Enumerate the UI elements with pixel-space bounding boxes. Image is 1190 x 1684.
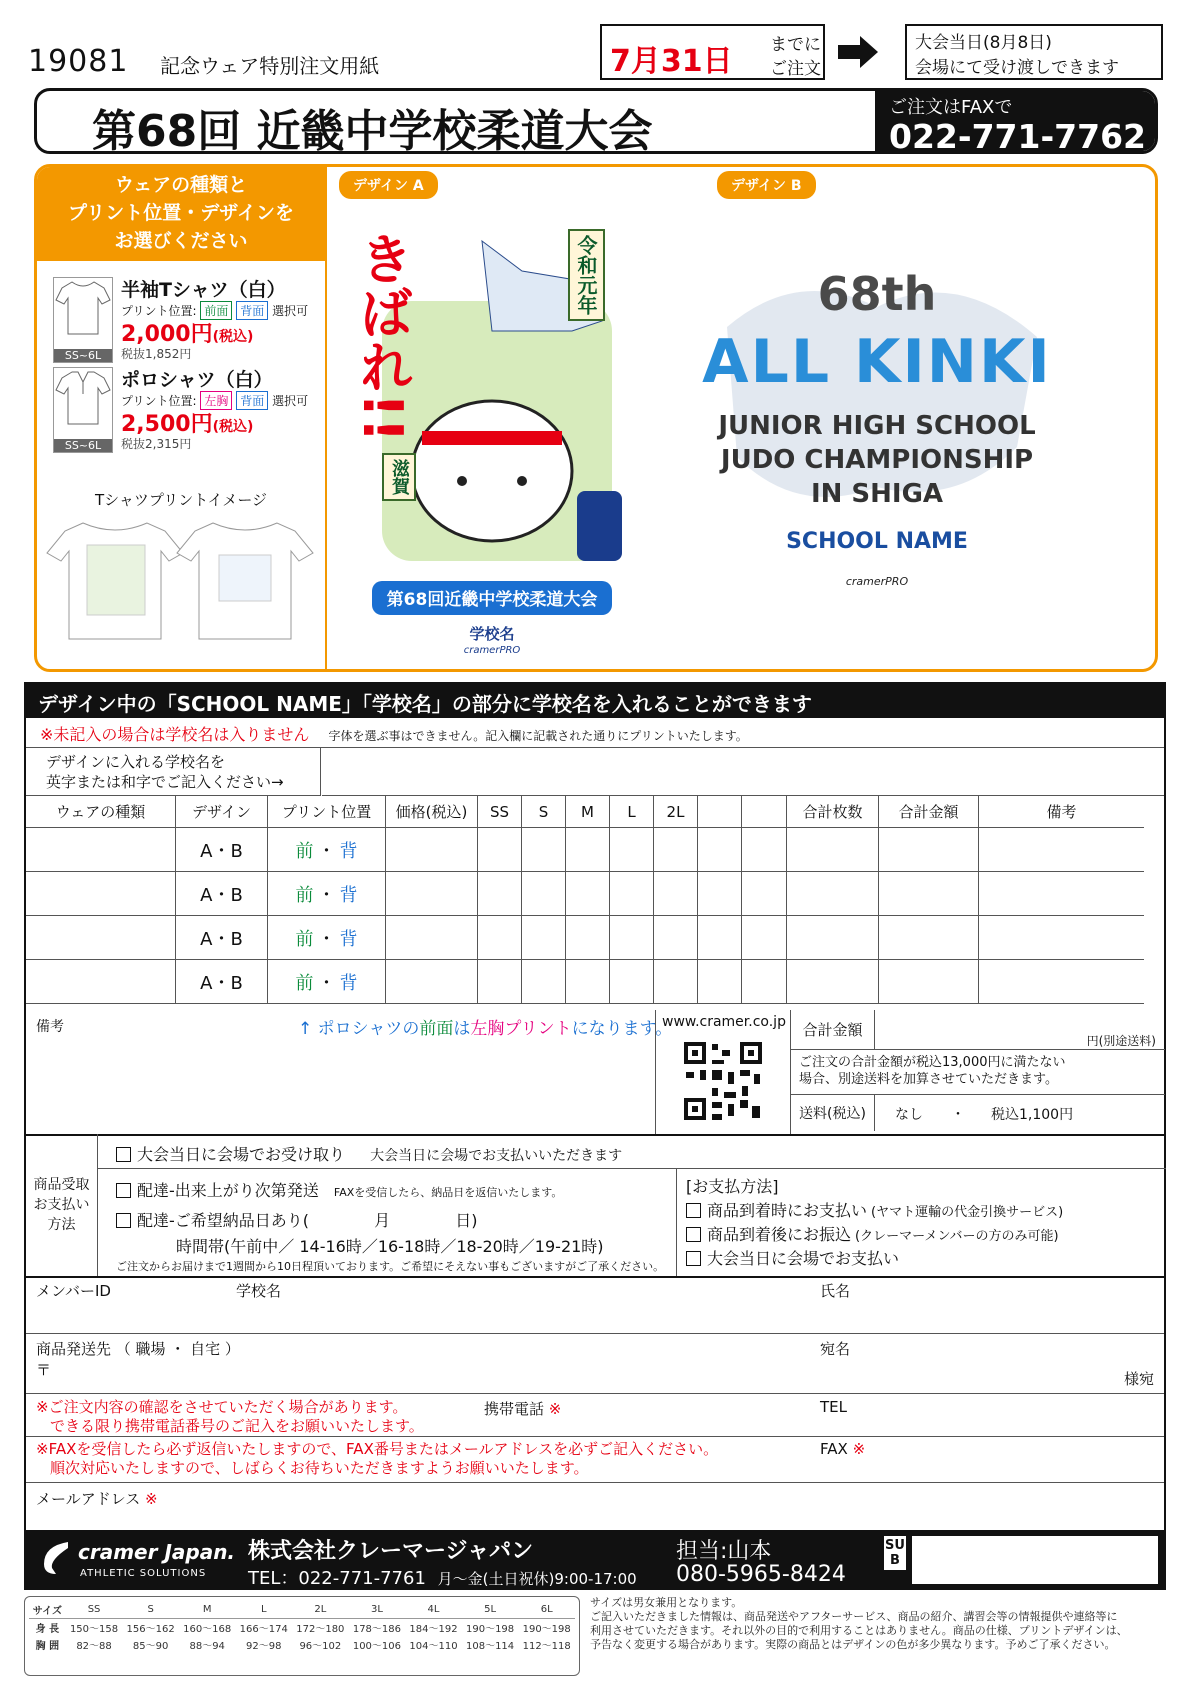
size-cell: 104〜110: [409, 1641, 458, 1652]
addressee-label: 宛名: [820, 1340, 851, 1358]
order-cell[interactable]: [698, 916, 742, 960]
size-range: SS~6L: [54, 349, 112, 362]
row-divider: [26, 1482, 1164, 1483]
size-cell: 6L: [518, 1601, 575, 1619]
column-header: 合計金額: [879, 796, 979, 828]
product-price: [121, 407, 253, 438]
checkbox[interactable]: [686, 1227, 701, 1242]
column-header: 2L: [654, 796, 698, 828]
option-label: 商品到着時にお支払い: [707, 1201, 868, 1220]
option-note: (クレーマーメンバーの方のみ可能): [855, 1229, 1059, 1244]
form-title: 記念ウェア特別注文用紙: [160, 54, 380, 78]
order-cell[interactable]: [522, 916, 566, 960]
column-header: 備考: [979, 796, 1144, 828]
size-range: SS~6L: [54, 439, 112, 452]
size-cell: 82〜88: [76, 1641, 112, 1652]
email-label: メールアドレス: [36, 1490, 141, 1508]
shipping-note-1: ご注文の合計金額が税込13,000円に満たない: [799, 1055, 1066, 1070]
order-cell[interactable]: [610, 872, 654, 916]
order-cell[interactable]: [654, 872, 698, 916]
design-a-vertical-text: きばれ!!: [351, 231, 414, 443]
product-price: [121, 317, 253, 348]
column-header: L: [610, 796, 654, 828]
polo-note-part: は: [453, 1019, 471, 1039]
email-field[interactable]: [36, 1488, 158, 1509]
logo-tagline: ATHLETIC SOLUTIONS: [80, 1568, 207, 1579]
form-code: 19081: [28, 44, 129, 79]
venue-divider: [98, 1168, 1166, 1169]
company-tel: [248, 1564, 637, 1590]
contact-person: 担当:山本: [676, 1539, 772, 1564]
company-name: 株式会社クレーマージャパン: [248, 1539, 534, 1564]
design-a-label: デザイン A: [339, 171, 438, 199]
cramer-logo: [38, 1538, 74, 1582]
size-cell: 190〜198: [465, 1624, 515, 1635]
print-label: プリント位置:: [121, 304, 197, 318]
order-table: [26, 796, 1164, 1010]
print-label: プリント位置:: [121, 394, 197, 408]
size-cell: L: [235, 1601, 292, 1619]
size-cell: 88〜94: [189, 1641, 225, 1652]
size-cell: 160〜168: [183, 1624, 232, 1635]
payment-option-cod[interactable]: [686, 1198, 1063, 1221]
deadline-note-2: ご注文: [770, 59, 821, 79]
column-header: SS: [478, 796, 522, 828]
back-option[interactable]: 背: [339, 884, 358, 906]
design-a-art: [342, 221, 642, 661]
cramer-logo-icon: [38, 1538, 74, 1578]
back-option[interactable]: 背: [339, 972, 358, 994]
design-b-line-3: JUNIOR HIGH SCHOOL: [718, 411, 1036, 441]
order-cell[interactable]: [654, 960, 698, 1004]
ship-to-field[interactable]: [26, 1334, 810, 1394]
polo-thumbnail: [53, 367, 113, 453]
required-mark: ※: [852, 1440, 866, 1458]
order-cell[interactable]: [979, 872, 1144, 916]
confirm-line-2: できる限り携帯電話番号のご記入をお願いいたします。: [50, 1417, 424, 1435]
event-title-bar: [34, 88, 1158, 154]
option-note: FAXを受信したら、納品日を返信いたします。: [333, 1186, 563, 1199]
option-front: 前面: [200, 301, 232, 320]
honorific-label: 様宛: [1123, 1370, 1154, 1388]
polo-note-chest: 左胸プリント: [470, 1019, 572, 1039]
order-cell[interactable]: [979, 916, 1144, 960]
size-row-label: 身 長: [35, 1624, 60, 1635]
size-cell: 108〜114: [465, 1641, 515, 1652]
print-position-choice[interactable]: [268, 960, 386, 1004]
size-cell: 96〜102: [299, 1641, 342, 1652]
option-label: 配達-ご希望納品日あり(: [137, 1211, 310, 1230]
total-block: [790, 1010, 1164, 1134]
size-row-label: 胸 囲: [35, 1641, 60, 1652]
size-cell: 2L: [292, 1601, 349, 1619]
delivery-section: [24, 1134, 1166, 1278]
option-label: 商品到着後にお振込: [707, 1225, 852, 1244]
fax-label: ご注文はFAXで: [889, 97, 1013, 118]
image-caption: Tシャツプリントイメージ: [94, 491, 268, 509]
warn-text: ※未記入の場合は学校名は入りません: [40, 725, 310, 744]
tshirt-icon: [54, 278, 112, 338]
fax-label: FAX: [820, 1440, 848, 1458]
deadline-box: [600, 24, 825, 80]
design-b-art: [657, 237, 1097, 657]
size-cell: 92〜98: [246, 1641, 282, 1652]
label-line-1: デザインに入れる学校名を: [46, 753, 225, 771]
payment-option-venue[interactable]: [686, 1246, 899, 1269]
design-b-school: SCHOOL NAME: [786, 529, 968, 554]
checkbox[interactable]: [116, 1183, 131, 1198]
price-value: 2,500円: [121, 412, 213, 437]
yen-note: 円(別途送料): [1086, 1034, 1156, 1048]
size-cell: 150〜158: [69, 1624, 119, 1635]
fax-note: [36, 1440, 718, 1478]
option-back: 背面: [236, 391, 268, 410]
mobile-field[interactable]: [484, 1398, 561, 1419]
order-cell[interactable]: [26, 916, 176, 960]
order-cell[interactable]: [654, 828, 698, 872]
side-label-1: 商品受取: [33, 1177, 90, 1193]
order-cell[interactable]: [478, 828, 522, 872]
fax-note-line-2: 順次対応いたしますので、しばらくお待ちいただきますようお願いいたします。: [50, 1459, 589, 1477]
heading-line-1: ウェアの種類と: [114, 174, 248, 196]
tel-field[interactable]: TEL: [820, 1398, 847, 1416]
month-label: 月: [374, 1211, 391, 1230]
shipping-option-fee[interactable]: 税込1,100円: [991, 1107, 1074, 1123]
option-note: 大会当日に会場でお支払いいただきます: [370, 1148, 623, 1164]
option-chest: 左胸: [200, 391, 232, 410]
separator: ・: [317, 884, 336, 906]
contact-phone: 080-5965-8424: [676, 1562, 846, 1587]
size-cell: 178〜186: [352, 1624, 402, 1635]
addressee-field[interactable]: [810, 1334, 1164, 1394]
design-b-label: デザイン B: [717, 171, 816, 199]
order-cell[interactable]: [979, 828, 1144, 872]
order-cell[interactable]: [478, 960, 522, 1004]
order-cell[interactable]: [654, 916, 698, 960]
polo-note-part: になります。: [571, 1019, 673, 1039]
design-choice[interactable]: A・B: [176, 872, 268, 916]
delivery-side-label: [26, 1134, 98, 1276]
business-hours: 月〜金(土日祝休)9:00-17:00: [437, 1570, 637, 1588]
delivery-time-note: ご注文からお届けまで1週間から10日程頂いております。ご希望にそえない事もございますがご了承ください。: [116, 1260, 665, 1273]
order-cell[interactable]: [787, 872, 879, 916]
option-label: 配達-出来上がり次第発送: [137, 1181, 319, 1200]
receive-option-ship-asap[interactable]: [116, 1178, 562, 1201]
column-header: [698, 796, 742, 828]
tax-label: (税込): [212, 419, 254, 435]
receive-option-ship-date[interactable]: [116, 1208, 477, 1231]
order-cell[interactable]: [879, 916, 979, 960]
product-name: ポロシャツ（白）: [121, 369, 273, 391]
confirm-note: [36, 1398, 424, 1436]
design-b-line-4: JUDO CHAMPIONSHIP: [720, 445, 1034, 475]
shipping-note-2: 場合、別途送料を加算させていただきます。: [799, 1072, 1058, 1087]
shipping-label: 送料(税込): [791, 1095, 875, 1131]
order-cell[interactable]: [879, 872, 979, 916]
deadline-note-1: までに: [770, 35, 821, 55]
select-note: 選択可: [272, 394, 309, 408]
back-option[interactable]: 背: [339, 840, 358, 862]
polo-shirt-icon: [54, 368, 112, 428]
order-cell[interactable]: [610, 916, 654, 960]
order-cell[interactable]: [879, 828, 979, 872]
size-table: [29, 1601, 575, 1653]
size-cell: 100〜106: [352, 1641, 402, 1652]
name-field[interactable]: 氏名: [810, 1276, 1164, 1334]
receive-option-venue[interactable]: [116, 1142, 622, 1165]
row-divider: [26, 1436, 1164, 1437]
column-header: [742, 796, 787, 828]
logo-text: cramer Japan.: [78, 1540, 236, 1564]
size-row: [29, 1619, 575, 1637]
event-name: 第68回 近畿中学校柔道大会: [92, 106, 653, 154]
size-cell: M: [179, 1601, 236, 1619]
size-cell: 166〜174: [239, 1624, 288, 1635]
order-cell[interactable]: [386, 916, 478, 960]
design-choice[interactable]: A・B: [176, 828, 268, 872]
order-cell[interactable]: [478, 916, 522, 960]
payment-divider: [676, 1168, 677, 1276]
column-header: プリント位置: [268, 796, 386, 828]
order-cell[interactable]: [566, 960, 610, 1004]
label-line-2: 英字または和字でご記入ください→: [46, 773, 284, 791]
design-a-school: 学校名: [469, 625, 515, 643]
note-line-2: ご記入いただきました情報は、商品発送やアフターサービス、商品の紹介、講習会等の情報提供や連絡等に: [590, 1610, 1118, 1623]
shipping-note: [799, 1054, 1066, 1088]
design-a-pref: 滋賀: [382, 453, 416, 501]
time-slot-options[interactable]: 時間帯(午前中／ 14-16時／16-18時／18-20時／19-21時): [176, 1237, 604, 1256]
order-cell[interactable]: [522, 960, 566, 1004]
size-cell: 156〜162: [126, 1624, 175, 1635]
side-label-2: お支払い: [33, 1197, 90, 1213]
order-cell[interactable]: [610, 828, 654, 872]
sub-label: SUB: [885, 1538, 905, 1568]
polo-note-part: ポロシャツの: [317, 1019, 420, 1039]
option-label: 大会当日に会場でお受け取り: [137, 1145, 346, 1164]
separator: ・: [317, 928, 336, 950]
size-cell: 184〜192: [409, 1624, 458, 1635]
tel-number: TEL：022-771-7761: [248, 1568, 426, 1589]
size-cell: SS: [66, 1601, 123, 1619]
polo-note-front: 前面: [419, 1019, 454, 1039]
remarks-label: 備考: [36, 1019, 64, 1035]
customer-section: [24, 1276, 1166, 1532]
product-name: 半袖Tシャツ（白）: [121, 279, 286, 301]
order-cell[interactable]: [522, 828, 566, 872]
size-cell: 4L: [405, 1601, 462, 1619]
front-option[interactable]: 前: [295, 928, 314, 950]
separator: ・: [317, 972, 336, 994]
print-position-choice[interactable]: [268, 916, 386, 960]
payment-heading: [お支払方法]: [686, 1177, 779, 1196]
order-cell[interactable]: [522, 872, 566, 916]
print-position-choice[interactable]: [268, 828, 386, 872]
checkbox[interactable]: [116, 1213, 131, 1228]
tshirt-print-preview: [43, 515, 323, 649]
size-cell: 5L: [462, 1601, 519, 1619]
shipping-option-none[interactable]: なし: [895, 1107, 923, 1123]
handover-line-2: 会場にて受け渡しできます: [915, 58, 1119, 78]
day-label: 日): [455, 1211, 478, 1230]
price-value: 2,000円: [121, 322, 213, 347]
handover-line-1: 大会当日(8月8日): [915, 33, 1052, 53]
order-cell[interactable]: [787, 828, 879, 872]
front-option[interactable]: 前: [295, 884, 314, 906]
checkbox[interactable]: [116, 1147, 131, 1162]
fax-number: 022-771-7762: [889, 117, 1147, 154]
remarks-input[interactable]: [26, 1010, 656, 1134]
size-cell: 3L: [349, 1601, 406, 1619]
order-cell[interactable]: [787, 916, 879, 960]
member-id-field[interactable]: メンバーID: [26, 1276, 226, 1334]
note-line-1: サイズは男女兼用となります。: [590, 1596, 743, 1609]
column-header: デザイン: [176, 796, 268, 828]
form-banner: デザイン中の「SCHOOL NAME」「学校名」の部分に学校名を入れることができます: [26, 684, 1164, 718]
column-header: S: [522, 796, 566, 828]
deadline-date: 7月31日: [610, 44, 733, 79]
order-cell[interactable]: [566, 828, 610, 872]
size-row: [29, 1636, 575, 1653]
order-cell[interactable]: [26, 828, 176, 872]
size-cell: S: [122, 1601, 179, 1619]
design-a-banner: 第68回近畿中学校柔道大会: [386, 590, 598, 610]
column-header: 合計枚数: [787, 796, 879, 828]
design-a-brand-logo: cramerPRO: [463, 645, 521, 656]
order-cell[interactable]: [787, 960, 879, 1004]
order-cell[interactable]: [386, 828, 478, 872]
handover-box: [905, 24, 1163, 80]
column-header: M: [566, 796, 610, 828]
selection-heading: [37, 167, 325, 261]
order-cell[interactable]: [698, 960, 742, 1004]
order-cell[interactable]: [698, 828, 742, 872]
design-b-line-2: ALL KINKI: [702, 327, 1052, 397]
mobile-label: 携帯電話: [484, 1400, 545, 1418]
size-cell: 85〜90: [132, 1641, 169, 1652]
order-cell[interactable]: [26, 960, 176, 1004]
note-line-4: 予告なく変更する場合があります。実際の商品とはデザインの色が多少異なります。予めご了承ください。: [590, 1638, 1116, 1651]
size-chart: [24, 1596, 580, 1676]
size-cell: 112〜118: [522, 1641, 571, 1652]
fax-block: [875, 91, 1158, 154]
ship-to-label: 商品発送先 （ 職場 ・ 自宅 ）: [36, 1340, 240, 1358]
order-form: [24, 682, 1166, 1136]
heading-line-2: プリント位置・デザインを: [68, 202, 294, 224]
school-field[interactable]: 学校名: [226, 1276, 810, 1334]
school-name-input[interactable]: [322, 748, 1164, 796]
tax-label: (税込): [212, 329, 254, 345]
qr-code-icon: [682, 1040, 764, 1126]
order-cell[interactable]: [742, 916, 787, 960]
side-label-3: 方法: [47, 1217, 76, 1233]
warn-note: 字体を選ぶ事はできません。記入欄に記載された通りにプリントいたします。: [328, 729, 748, 743]
separator: ・: [317, 840, 336, 862]
heading-line-3: お選びください: [114, 230, 248, 252]
required-mark: ※: [548, 1400, 562, 1418]
order-cell[interactable]: [742, 828, 787, 872]
order-cell[interactable]: [566, 872, 610, 916]
size-cell: 190〜198: [522, 1624, 571, 1635]
total-label: 合計金額: [791, 1010, 875, 1050]
order-cell[interactable]: [698, 872, 742, 916]
design-choice[interactable]: A・B: [176, 916, 268, 960]
order-cell[interactable]: [566, 916, 610, 960]
order-cell[interactable]: [742, 960, 787, 1004]
note-line-3: 利用させていただきます。それ以外の目的で利用することはありません。商品の仕様、プリントデザインは、: [590, 1624, 1128, 1637]
design-a-era: 令和元年: [568, 229, 605, 321]
order-cell[interactable]: [610, 960, 654, 1004]
tshirt-thumbnail: [53, 277, 113, 363]
size-row-label: サイズ: [29, 1601, 66, 1619]
column-header: ウェアの種類: [26, 796, 176, 828]
footer-bar: [24, 1530, 1166, 1590]
column-header: 価格(税込): [386, 796, 478, 828]
order-cell[interactable]: [478, 872, 522, 916]
order-cell[interactable]: [386, 872, 478, 916]
front-option[interactable]: 前: [295, 972, 314, 994]
option-note: (ヤマト運輸の代金引換サービス): [871, 1205, 1064, 1220]
price-ex-tax: 税抜2,315円: [121, 437, 192, 451]
checkbox[interactable]: [686, 1203, 701, 1218]
checkbox[interactable]: [686, 1251, 701, 1266]
front-option[interactable]: 前: [295, 840, 314, 862]
fax-field[interactable]: [820, 1440, 865, 1458]
shipping-separator: ・: [951, 1107, 965, 1123]
back-option[interactable]: 背: [339, 928, 358, 950]
payment-option-transfer[interactable]: [686, 1222, 1059, 1245]
website-url: www.cramer.co.jp: [662, 1014, 786, 1030]
shipping-row: [791, 1094, 1165, 1130]
order-cell[interactable]: [742, 872, 787, 916]
size-notes: [590, 1596, 1166, 1652]
option-back: 背面: [236, 301, 268, 320]
selection-panel: [34, 164, 1158, 672]
size-cell: 172〜180: [296, 1624, 345, 1635]
size-row: [29, 1601, 575, 1619]
order-cell[interactable]: [879, 960, 979, 1004]
design-b-line-1: 68th: [817, 267, 937, 321]
design-b-brand-logo: cramerPRO: [845, 575, 909, 588]
school-name-label: [26, 748, 321, 796]
fax-note-line-1: ※FAXを受信したら必ず返信いたしますので、FAX番号またはメールアドレスを必ずご記入ください。: [36, 1440, 719, 1458]
select-note: 選択可: [272, 304, 309, 318]
price-ex-tax: 税抜1,852円: [121, 347, 192, 361]
print-position-choice[interactable]: [268, 872, 386, 916]
order-cell[interactable]: [26, 872, 176, 916]
design-b-line-5: IN SHIGA: [810, 479, 944, 509]
required-mark: ※: [145, 1490, 158, 1508]
arrow-right-icon: [838, 34, 878, 74]
option-label: 大会当日に会場でお支払い: [707, 1249, 900, 1268]
panel-divider: [325, 167, 327, 672]
warn-row: [26, 718, 1164, 748]
confirm-line-1: ※ご注文内容の確認をさせていただく場合があります。: [36, 1398, 408, 1416]
sub-input[interactable]: [912, 1536, 1158, 1584]
design-choice[interactable]: A・B: [176, 960, 268, 1004]
postal-mark: 〒: [36, 1361, 52, 1379]
arrow-up-icon: ↑: [298, 1019, 313, 1039]
order-cell[interactable]: [386, 960, 478, 1004]
order-cell[interactable]: [979, 960, 1144, 1004]
